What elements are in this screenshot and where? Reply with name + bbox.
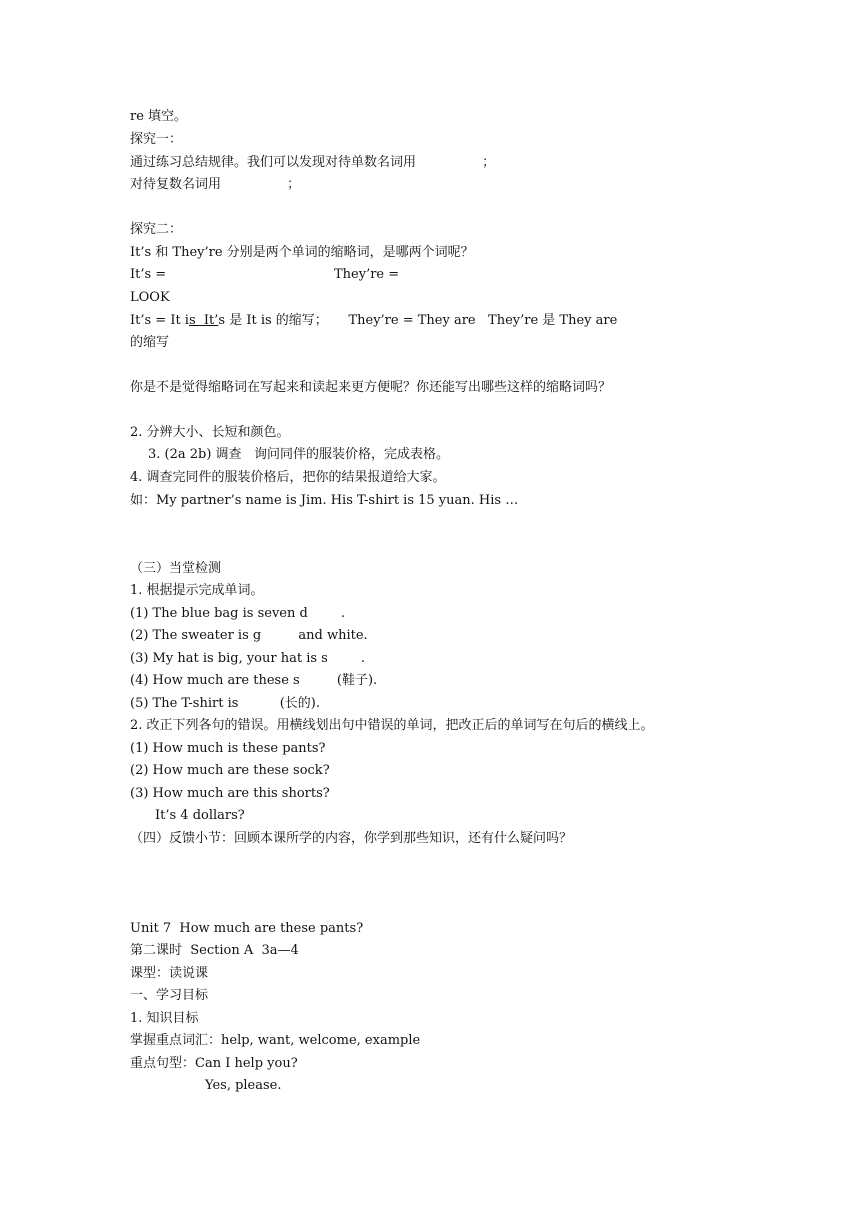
text-line: 如：My partner’s name is Jim. His T-shirt is 15 yuan. His … <box>130 493 519 508</box>
text-line: LOOK <box>130 290 170 305</box>
text-line: (1) How much is these pants? <box>130 741 326 756</box>
text-line: (2) The sweater is g and white. <box>130 628 368 643</box>
text-line: (3) How much are this shorts? <box>130 786 330 801</box>
text-segment: s 是 It is 的缩写； They’re = They are They’re 是 They are <box>218 313 618 328</box>
section-heading: （三）当堂检测 <box>130 561 222 576</box>
text-line: Yes, please. <box>205 1078 282 1093</box>
text-line: 4. 调查完同件的服装价格后，把你的结果报道给大家。 <box>130 470 446 485</box>
text-line: 2. 改正下列各句的错误。用横线划出句中错误的单词，把改正后的单词写在句后的横线上。 <box>130 718 654 733</box>
text-line: It’s 和 They’re 分别是两个单词的缩略词，是哪两个词呢？ <box>130 245 474 260</box>
text-line: They’re = <box>334 267 400 282</box>
text-line: 你是不是觉得缩略词在写起来和读起来更方便呢？你还能写出哪些这样的缩略词吗？ <box>130 380 612 395</box>
text-line: 探究一： <box>130 132 183 147</box>
text-line: (3) My hat is big, your hat is s . <box>130 651 366 666</box>
section-heading: （四）反馈小节：回顾本课所学的内容，你学到那些知识，还有什么疑问吗？ <box>130 831 573 846</box>
section-heading: 一、学习目标 <box>130 988 209 1003</box>
text-line <box>130 313 617 329</box>
text-line: 3. (2a 2b) 调查 询问同伴的服装价格，完成表格。 <box>148 447 449 462</box>
text-line: 对待复数名词用 ； <box>130 177 301 192</box>
text-line: 1. 知识目标 <box>130 1011 199 1026</box>
text-line: 掌握重点词汇：help, want, welcome, example <box>130 1033 421 1048</box>
text-line: 重点句型：Can I help you? <box>130 1056 298 1071</box>
underlined-text: s It’ <box>188 313 219 328</box>
text-line: It’s = <box>130 267 167 282</box>
text-line: 课型：读说课 <box>130 966 209 981</box>
text-line: (2) How much are these sock? <box>130 763 330 778</box>
text-line: It’s 4 dollars? <box>155 808 245 823</box>
text-line: 2. 分辨大小、长短和颜色。 <box>130 425 290 440</box>
text-line: re 填空。 <box>130 109 188 124</box>
text-segment: It’s = It i <box>130 313 189 328</box>
text-line: 通过练习总结规律。我们可以发现对待单数名词用 ； <box>130 155 496 170</box>
unit-title: Unit 7 How much are these pants? <box>130 921 364 936</box>
text-line: 第二课时 Section A 3a—4 <box>130 943 299 958</box>
text-line: (1) The blue bag is seven d . <box>130 606 346 621</box>
text-line: 探究二： <box>130 222 183 237</box>
text-line: 的缩写 <box>130 335 170 350</box>
text-line: 1. 根据提示完成单词。 <box>130 583 264 598</box>
text-line: (5) The T-shirt is (长的). <box>130 696 321 711</box>
text-line: (4) How much are these s (鞋子). <box>130 673 378 688</box>
